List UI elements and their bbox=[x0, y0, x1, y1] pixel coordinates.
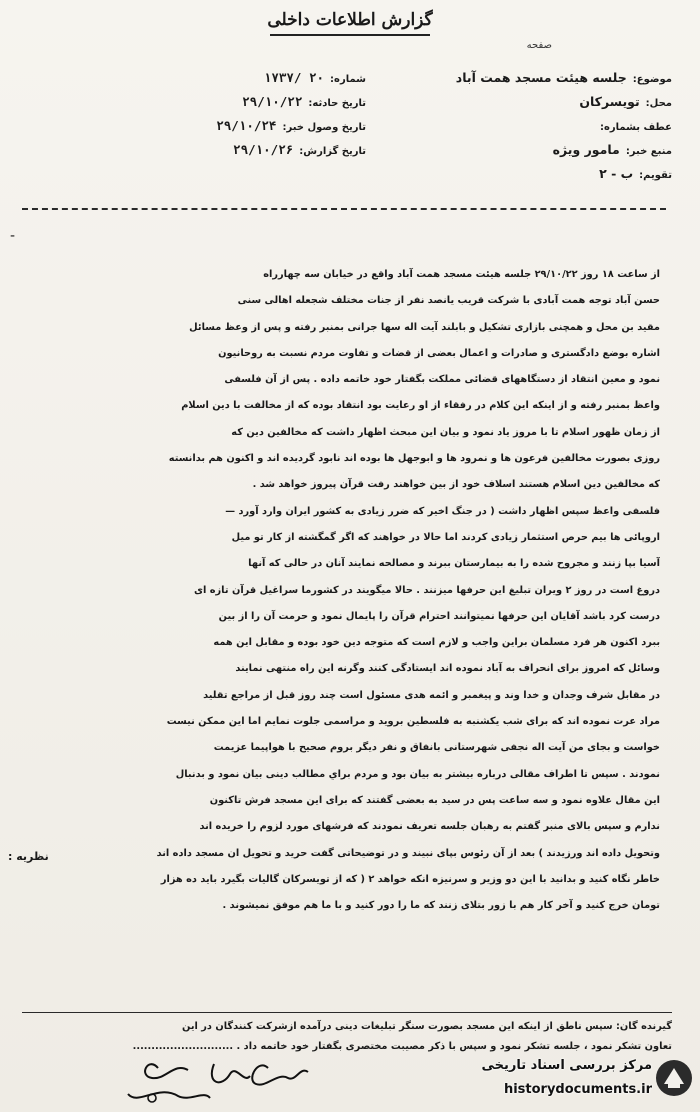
header-left-block bbox=[116, 66, 366, 162]
header-divider bbox=[22, 208, 666, 210]
body-line: اشاره بوضع دادگستری و صادرات و اعمال بعضی از قضات و تفاوت مردم نسبت به روحانیون bbox=[218, 347, 660, 359]
watermark-text: مرکز بررسی اسناد تاریخی bbox=[481, 1058, 652, 1073]
body-line: دروغ است در روز ۲ ویران تبلیغ این حرفها میزنند . حالا میگویند در کشورما سراغیل قرآن تازه ای bbox=[194, 584, 660, 596]
body-line: نمود و معین انتقاد از دستگاههای قضائی مملکت بگفتار خود خاتمه داده . پس از آن فلسفی bbox=[224, 374, 660, 386]
conclusion-block bbox=[22, 1012, 672, 1057]
opinion-label: نظریه : bbox=[8, 850, 49, 863]
body-line: ندارم و سپس بالای منبر گفتم به رهبان جلسه تعریف نمودند که فرشهای مورد لزوم را خریده اند bbox=[199, 821, 660, 833]
header-row-rating: تقویم:ب - ۲ bbox=[599, 166, 672, 181]
header-row-number: شماره:۱۷۳۷/ ۲۰ bbox=[263, 70, 366, 85]
header-row-location: محل:تویسرکان bbox=[579, 94, 672, 109]
conclusion-line: گیرنده گان: سپس ناطق از اینکه این مسجد بصورت سنگر تبلیغات دینی درآمده ازشرکت کنندگان در این bbox=[182, 1021, 672, 1032]
body-line: روزی بصورت مخالفین فرعون ها و نمرود ها و ابوجهل ها بوده اند نابود گردیده اند و اکنون هم بدانسته bbox=[168, 453, 660, 465]
report-body bbox=[34, 262, 660, 919]
body-line: تومان خرج کنید و آخر کار هم با زور بتلای زنند که ما را دور کنید و با ما هم موفق نمیشوند . bbox=[222, 900, 660, 912]
body-line: وتحویل داده اند ورزیدند ) بعد از آن رئوس بپای نبیند و در توضیحاتی گفت حرید و تحویل ان مسجد داده اند bbox=[156, 847, 660, 859]
body-line: خاطر نگاه کنید و بدانید با این دو وزیر و سرنیزه انکه خواهد ۲ ( که از تویسرکان گالیات بگیرد باید ده هزار bbox=[160, 873, 660, 885]
body-line: فلسفی واعظ سپس اظهار داشت ( در جنگ اخیر که ضرر زیادی به کشور ایران وارد آورد — bbox=[225, 505, 660, 517]
handwritten-signature bbox=[118, 1054, 318, 1106]
body-line: در مقابل شرف وجدان و خدا وند و پیغمبر و ائمه هدی مسئول است چند روز قبل از مراجع تقلید bbox=[203, 689, 660, 701]
header-right-block bbox=[332, 66, 672, 186]
header-row-report-date: تاریخ گزارش:۲۹/۱۰/۲۶ bbox=[233, 142, 366, 157]
archive-watermark bbox=[402, 1052, 696, 1108]
conclusion-line: تعاون تشکر نمود ، جلسه تشکر نمود و سپس با ذکر مصیبت مختصری بگفتار خود خاتمه داد . ........................... bbox=[132, 1041, 672, 1052]
body-line: ببرد اکنون هر فرد مسلمان براین واجب و لازم است که متوجه دین خود بوده و مقابل این همه bbox=[213, 637, 660, 649]
body-line: اروپائی ها بیم حرص استثمار زیادی کردند اما حالا در خواهند که اگر گمگشته از کار تو میل bbox=[231, 531, 660, 543]
body-line: نمودند . سپس تا اطراف مقالی درباره بیشتر به بیان بود و مردم براي مطالب دینی بیان نمود و بدنبال bbox=[175, 768, 660, 780]
document-title: گزارش اطلاعات داخلی bbox=[0, 10, 700, 36]
page-mark: صفحه bbox=[526, 40, 552, 51]
header-row-subject: موضوع:جلسه هیئت مسجد همت آباد bbox=[455, 70, 672, 85]
body-line: درست کرد باشد آقایان این حرفها نمیتوانند احترام قرآن را پایمال نمود و حرمت آن را از بین bbox=[218, 610, 660, 622]
body-line: از زمان ظهور اسلام تا با مروز یاد نمود و بیان این مبحث اظهار داشت که مخالفین دین که bbox=[231, 426, 660, 438]
body-line: واعظ بمنبر رفته و از اینکه این کلام در رفقاء از او رعایت بود انتقاد بوده که از مخالفت با دین اسلام bbox=[181, 400, 660, 412]
header-row-source: منبع خبر:مامور ویژه bbox=[552, 142, 672, 157]
header-row-incident-date: تاریخ حادثه:۲۹/۱۰/۲۲ bbox=[242, 94, 366, 109]
body-line: خواست و بجای من آیت اله نجفی شهرستانی بانفاق و نفر دیگر بروم صحیح با هواپیما عزیمت bbox=[213, 742, 660, 754]
watermark-url: historydocuments.ir bbox=[503, 1082, 652, 1097]
body-line: این مقال علاوه نمود و سه ساعت پس در سید به بعضی گفتند که برای این مسجد فرش تاکنون bbox=[209, 794, 660, 806]
header-row-reference: عطف بشماره: bbox=[599, 122, 672, 133]
body-line: آسیا بپا زنند و مجروح شده را به بیمارستان ببرند و مصالحه نمایند آنان در حالی که آنها bbox=[248, 558, 660, 570]
body-line: مراد عرت نموده اند که برای شب یکشنبه به فلسطین بروید و مراسمی جلوت نمایم اما این ممکن نیست bbox=[166, 716, 660, 728]
body-line: از ساعت ۱۸ روز ۲۹/۱۰/۲۲ جلسه هیئت مسجد همت آباد واقع در خیابان سه چهارراه bbox=[263, 269, 660, 280]
body-line: وسائل که امروز برای انحراف به آباد نموده اند ایستادگی کنند وگرنه این راه منتهی نمایند bbox=[235, 663, 660, 675]
body-line: مقید بن محل و همچنی بازاری تشکیل و بابلند آیت اله سها جرانی بمنبر رفته و پس از وعظ مسائل bbox=[189, 321, 660, 333]
body-line: حسن آباد توجه همت آبادی با شرکت قریب یانصد نفر از جنات مختلف شجعله اهالی سنی bbox=[237, 295, 660, 307]
body-line: که مخالفین دین اسلام هستند اسلاف خود از بین خواهند رفت قرآن پیروز خواهد شد . bbox=[252, 479, 660, 491]
margin-dash: - bbox=[10, 228, 16, 244]
archive-logo-icon bbox=[654, 1058, 694, 1098]
header-row-received-date: تاریخ وصول خبر:۲۹/۱۰/۲۴ bbox=[216, 118, 366, 133]
